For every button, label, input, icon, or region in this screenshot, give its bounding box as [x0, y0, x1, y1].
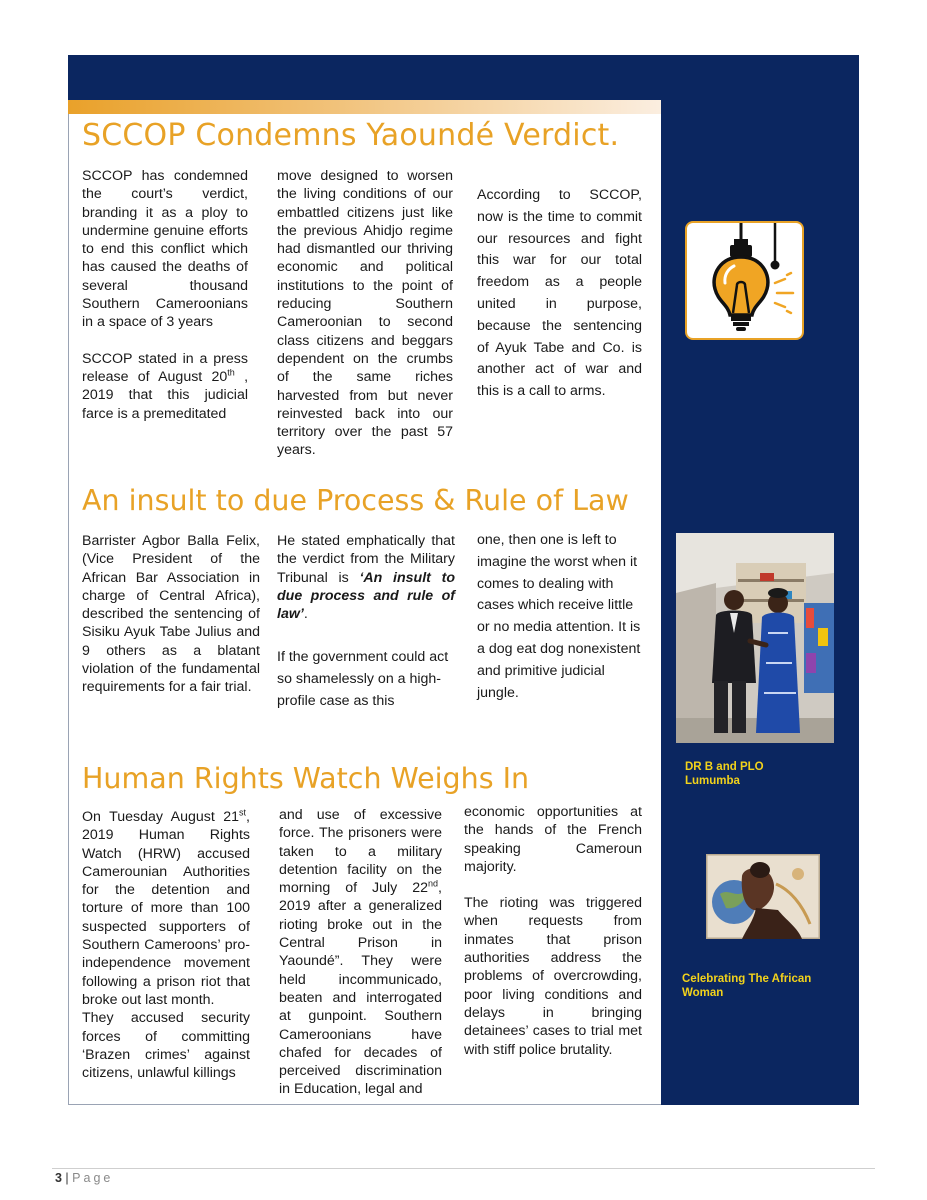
article2-column-2: [277, 532, 455, 713]
page-number: 3: [55, 1171, 62, 1185]
article1-paragraph: move designed to worsen the living conditions of our embattled citizens just like the previous Ahidjo regime had dismantled our thriving economic and political institutions to the point of reducing Southern Cameroonian to second class citizens and beggars dependent on the crumbs of the same riches harvested from but never reinvested back into our territory over the past 57 years.: [277, 168, 453, 459]
article3-column-2: [279, 806, 442, 1099]
photo-caption: DR B and PLO Lumumba: [685, 761, 764, 787]
photo-dr-b-and-plo-lumumba: [676, 533, 834, 743]
footer-separator: |: [61, 1171, 73, 1185]
article1-paragraph: According to SCCOP, now is the time to commit our resources and fight this war for our total freedom as a people united in purpose, because the sentencing of Ayuk Tabe and Co. is another act of war and this is a call to arms.: [477, 187, 642, 400]
art-caption: Celebrating The African Woman: [682, 973, 812, 999]
article-title-sccop: SCCOP Condemns Yaoundé Verdict.: [82, 118, 620, 153]
article2-paragraph: Barrister Agbor Balla Felix, (Vice President of the African Bar Association in charge of Central Africa), described the sentencing of Sisiku Ayuk Tabe Julius and 9 others as a blatant violation of the fundamental requirements for a fair trial.: [82, 533, 260, 696]
article2-paragraph: one, then one is left to imagine the worst when it comes to dealing with cases which receive little or no media attention. It is a dog eat dog nonexistent and primitive judicial jungle.: [477, 532, 641, 701]
article-title-due-process: An insult to due Process & Rule of Law: [82, 484, 629, 517]
article3-paragraph: The rioting was triggered when requests from inmates that prison authorities address the problems of overcrowding, poor living conditions and delays in bringing detainees’ cases to trial met with stiff police brutality.: [464, 895, 642, 1058]
article3-column-3: [464, 803, 642, 1059]
article3-paragraph: On Tuesday August 21st, 2019 Human Rights Watch (HRW) accused Camerounian Authorities for the detention and torture of more than 100 suspected supporters of Southern Cameroons’ pro-independence movement following a prison riot that broke out last month.: [82, 807, 250, 1008]
article3-paragraph: They accused security forces of committing ‘Brazen crimes’ against citizens, unlawful killings: [82, 1010, 250, 1082]
gold-gradient-rule: [68, 100, 661, 114]
article2-column-1: [82, 532, 260, 697]
article3-paragraph: and use of excessive force. The prisoners were taken to a military detention facility on the morning of July 22nd, 2019 after a generalized rioting broke out in the Central Prison in Yaoundé”. They were held incommunicado, beaten and interrogated at gunpoint. Southern Cameroonians have chafed for decades of perceived discrimination in Education, legal and: [279, 807, 442, 1098]
article3-paragraph: economic opportunities at the hands of the French speaking Cameroun majority.: [464, 804, 642, 875]
article1-column-2: [277, 167, 453, 460]
artwork-african-woman: [706, 854, 820, 939]
lightbulb-icon-card: [685, 221, 804, 340]
article1-paragraph: SCCOP stated in a press release of August 20th , 2019 that this judicial farce is a premeditated: [82, 350, 249, 422]
page-footer: [55, 1171, 113, 1185]
header-band: [68, 55, 859, 100]
page-label: Page: [72, 1171, 114, 1185]
article2-paragraph: He stated emphatically that the verdict from the Military Tribunal is ‘An insult to due process and rule of law’.: [277, 533, 455, 623]
lightbulb-icon: [687, 223, 802, 338]
article-title-hrw: Human Rights Watch Weighs In: [82, 762, 530, 795]
article1-column-3: [477, 185, 642, 403]
article1-paragraph: SCCOP has condemned the court’s verdict, branding it as a ploy to undermine genuine efforts to end this conflict which has caused the deaths of several thousand Southern Cameroonians in a space of 3 years: [82, 168, 248, 331]
article3-column-1: [82, 808, 250, 1082]
article2-paragraph: If the government could act so shamelessly on a high-profile case as this: [277, 649, 449, 710]
article1-column-1: [82, 167, 248, 423]
footer-divider: [52, 1168, 875, 1169]
article2-column-3: [477, 530, 642, 704]
